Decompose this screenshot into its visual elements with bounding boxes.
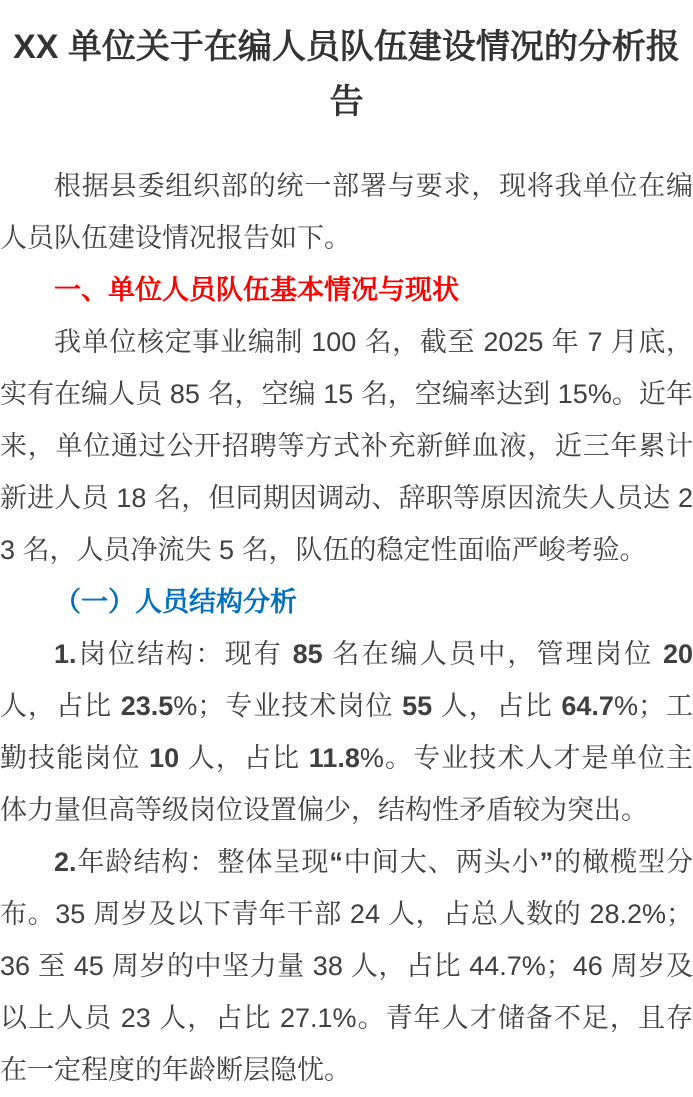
text-run: 人，占比	[179, 743, 309, 773]
overview-paragraph	[0, 316, 693, 576]
section-heading-basic-situation: 一、单位人员队伍基本情况与现状	[54, 275, 459, 305]
text-run: %。专业技术人才是单位主体力量但高等级岗位设置偏少，结构性矛盾较为突出。	[0, 743, 693, 825]
text-run: 名在编人员中，管理岗位	[322, 639, 663, 669]
post-structure-paragraph	[0, 628, 693, 836]
text-run: ”	[539, 847, 554, 877]
report-title: XX 单位关于在编人员队伍建设情况的分析报告	[13, 28, 680, 121]
text-run: %；工勤技能岗位	[0, 691, 693, 773]
text-run: %；专业技术岗位	[173, 691, 403, 721]
text-run: 85	[292, 639, 323, 669]
text-run: 人，占比	[432, 691, 562, 721]
text-run: 64.7	[561, 691, 614, 721]
text-run: 20	[662, 639, 693, 669]
text-run: 的橄榄型分布。35 周岁及以下青年干部 24 人，占总人数的 28.2%；36 至 45 周岁的中坚力量 38 人，占比 44.7%；46 周岁及以上人员 23 人，占比 27.1%。青年人才储备不足，且存在一定程度的年龄断层隐忧。	[0, 847, 693, 1085]
text-run: 55	[402, 691, 433, 721]
text-run: 1.	[54, 639, 77, 669]
text-run: 23.5	[120, 691, 174, 721]
text-run: 人，占比	[0, 691, 121, 721]
text-run: 根据县委组织部的统一部署与要求，现将我单位在编人员队伍建设情况报告如下。	[0, 171, 693, 253]
text-run: 10	[149, 743, 180, 773]
intro-paragraph	[0, 160, 693, 264]
text-run: “	[329, 847, 343, 877]
text-run: 11.8	[308, 743, 360, 773]
text-run: 年龄结构：整体呈现	[76, 847, 330, 877]
text-run: 岗位结构：现有	[76, 639, 293, 669]
subsection-heading-personnel-structure: （一）人员结构分析	[54, 587, 297, 617]
text-run: 2.	[54, 847, 77, 877]
age-structure-paragraph	[0, 836, 693, 1096]
text-run: 中间大、两头小	[342, 847, 540, 877]
text-run: 我单位核定事业编制 100 名，截至 2025 年 7 月底，实有在编人员 85 名，空编 15 名，空编率达到 15%。近年来，单位通过公开招聘等方式补充新鲜血液，近三年累计新进人员 18 名，但同期因调动、辞职等原因流失人员达 23 名，人员净流失 5 名，队伍的稳定性面临严峻考验。	[0, 327, 693, 565]
